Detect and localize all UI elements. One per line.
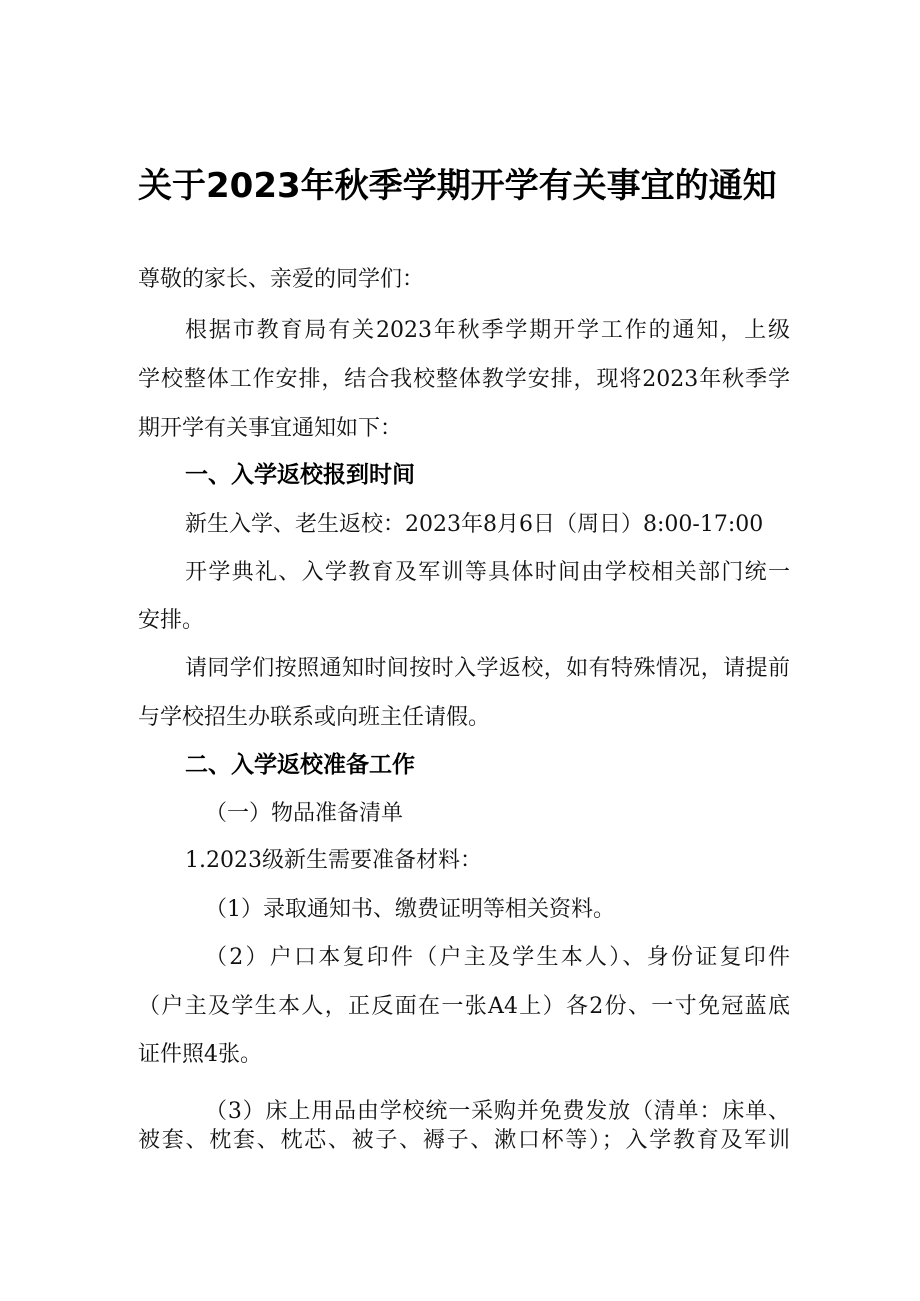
section1-heading: 一、入学返校报到时间 — [185, 462, 415, 488]
section1-time-line: 新生入学、老生返校：2023年8月6日（周日）8:00-17:00 — [185, 512, 764, 537]
section1-ceremony-line-2: 安排。 — [138, 608, 205, 633]
document-title: 关于2023年秋季学期开学有关事宜的通知 — [138, 166, 777, 206]
section2-heading: 二、入学返校准备工作 — [185, 752, 415, 778]
item1-2-line-1: （2）户口本复印件（户主及学生本人）、身份证复印件 — [205, 945, 790, 970]
item1-3-line-2: 被套、枕套、枕芯、被子、褥子、漱口杯等）；入学教育及军训 — [138, 1128, 790, 1153]
section1-ceremony-line-1: 开学典礼、入学教育及军训等具体时间由学校相关部门统一 — [185, 560, 790, 585]
item1-1: （1）录取通知书、缴费证明等相关资料。 — [205, 897, 615, 922]
item1-title: 1.2023级新生需要准备材料： — [185, 848, 482, 873]
section2-subheading: （一）物品准备清单 — [205, 801, 404, 826]
salutation: 尊敬的家长、亲爱的同学们： — [138, 267, 425, 292]
item1-3-line-1: （3）床上用品由学校统一采购并免费发放（清单：床单、 — [205, 1099, 790, 1124]
intro-line-3: 期开学有关事宜通知如下： — [138, 416, 403, 441]
section1-notice-line-2: 与学校招生办联系或向班主任请假。 — [138, 705, 491, 730]
section1-notice-line-1: 请同学们按照通知时间按时入学返校，如有特殊情况，请提前 — [185, 656, 790, 681]
item1-2-line-2: （户主及学生本人，正反面在一张A4上）各2份、一寸免冠蓝底 — [138, 994, 790, 1019]
intro-line-1: 根据市教育局有关2023年秋季学期开学工作的通知，上级 — [185, 318, 790, 343]
intro-line-2: 学校整体工作安排，结合我校整体教学安排，现将2023年秋季学 — [138, 367, 790, 392]
item1-2-line-3: 证件照4张。 — [138, 1042, 262, 1067]
